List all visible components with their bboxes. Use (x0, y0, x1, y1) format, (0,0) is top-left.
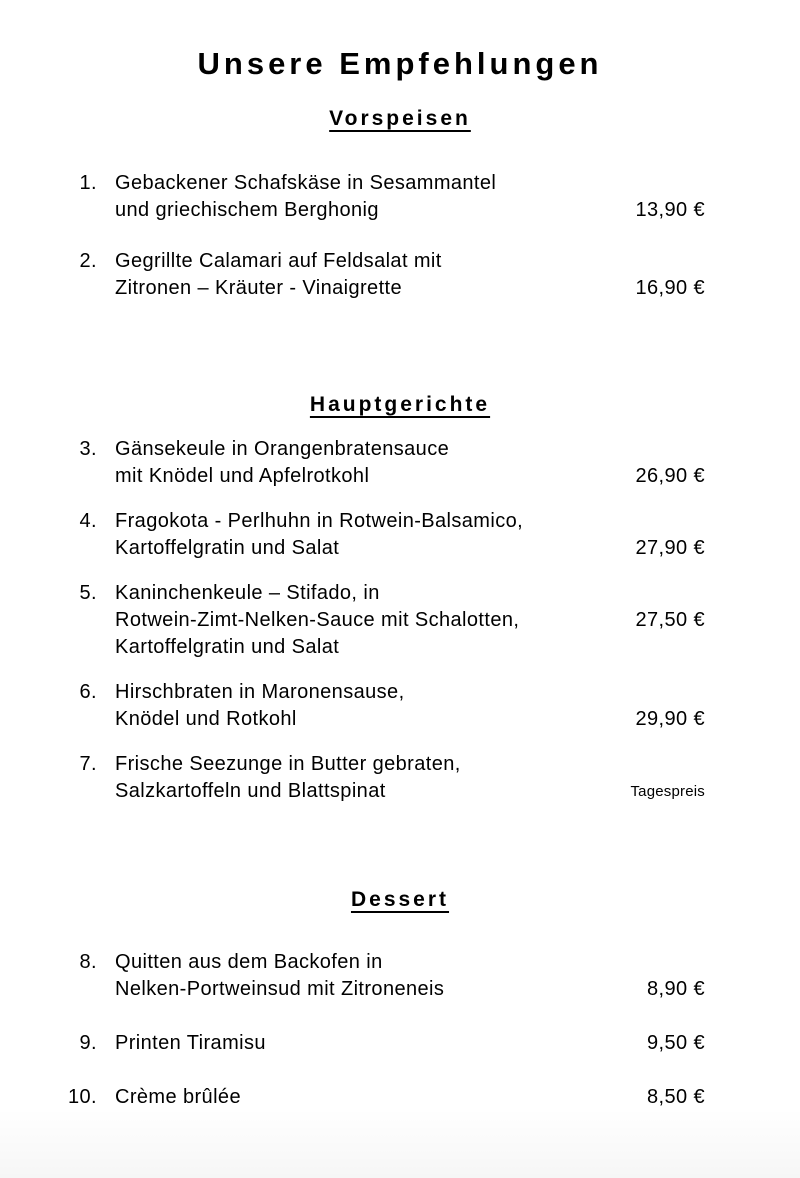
item-description-line: Zitronen – Kräuter - Vinaigrette (115, 277, 403, 299)
item-description-line: Crème brûlée (115, 1086, 241, 1108)
menu-section (0, 82, 800, 326)
item-number: 6. (79, 681, 97, 703)
menu-section (0, 823, 800, 1138)
item-price: Tagespreis (630, 783, 705, 800)
item-description (115, 1084, 601, 1111)
menu-item-row (0, 508, 800, 562)
item-description (115, 248, 601, 302)
item-price: 27,90 € (635, 537, 705, 559)
item-description-line: Gegrillte Calamari auf Feldsalat mit (115, 250, 442, 272)
item-description-line: Kartoffelgratin und Salat (115, 636, 340, 658)
menu-item-row (0, 436, 800, 490)
item-price: 26,90 € (635, 465, 705, 487)
item-description-line: Kartoffelgratin und Salat (115, 537, 340, 559)
item-description (115, 508, 601, 562)
item-description (115, 580, 601, 661)
item-description-line: Kaninchenkeule – Stifado, in (115, 582, 380, 604)
item-description-line: Rotwein-Zimt-Nelken-Sauce mit Schalotten, (115, 609, 520, 631)
item-price: 8,90 € (646, 978, 705, 1000)
item-number: 4. (79, 510, 97, 532)
item-number: 7. (79, 753, 97, 775)
menu-section (0, 326, 800, 823)
item-number: 10. (67, 1086, 97, 1108)
item-number: 8. (79, 951, 97, 973)
item-price: 13,90 € (635, 199, 705, 221)
section-heading: Dessert (350, 888, 450, 911)
item-description-line: Printen Tiramisu (115, 1032, 266, 1054)
menu-item-row (0, 1084, 800, 1111)
item-description-line: Gebackener Schafskäse in Sesammantel (115, 172, 497, 194)
item-description (115, 949, 601, 1003)
menu-item-row (0, 751, 800, 805)
section-heading: Hauptgerichte (309, 393, 491, 416)
item-number: 5. (79, 582, 97, 604)
item-description (115, 679, 601, 733)
item-description-line: Gänsekeule in Orangenbratensauce (115, 438, 450, 460)
item-description-line: Quitten aus dem Backofen in (115, 951, 383, 973)
item-number: 9. (79, 1032, 97, 1054)
item-number: 1. (79, 172, 97, 194)
item-price: 9,50 € (646, 1032, 705, 1054)
item-price: 8,50 € (646, 1086, 705, 1108)
item-description-line: und griechischem Berghonig (115, 199, 379, 221)
page-title: Unsere Empfehlungen (197, 46, 603, 81)
item-number: 2. (79, 250, 97, 272)
menu-item-row (0, 580, 800, 661)
item-description (115, 751, 601, 805)
menu-sections (0, 82, 800, 1138)
menu-item-row (0, 1030, 800, 1057)
item-description (115, 1030, 601, 1057)
menu-item-row (0, 170, 800, 224)
item-price: 29,90 € (635, 708, 705, 730)
item-description-line: Salzkartoffeln und Blattspinat (115, 780, 386, 802)
item-number: 3. (79, 438, 97, 460)
item-description (115, 170, 601, 224)
menu-item-row (0, 248, 800, 302)
item-description-line: Knödel und Rotkohl (115, 708, 297, 730)
section-heading: Vorspeisen (329, 107, 471, 130)
item-description-line: mit Knödel und Apfelrotkohl (115, 465, 370, 487)
menu-item-row (0, 679, 800, 733)
item-description-line: Fragokota - Perlhuhn in Rotwein-Balsamico, (115, 510, 524, 532)
menu-item-row (0, 949, 800, 1003)
item-price: 16,90 € (635, 277, 705, 299)
item-description-line: Hirschbraten in Maronensause, (115, 681, 405, 703)
item-description (115, 436, 601, 490)
item-price: 27,50 € (635, 609, 705, 631)
item-description-line: Nelken-Portweinsud mit Zitroneneis (115, 978, 445, 1000)
item-description-line: Frische Seezunge in Butter gebraten, (115, 753, 461, 775)
